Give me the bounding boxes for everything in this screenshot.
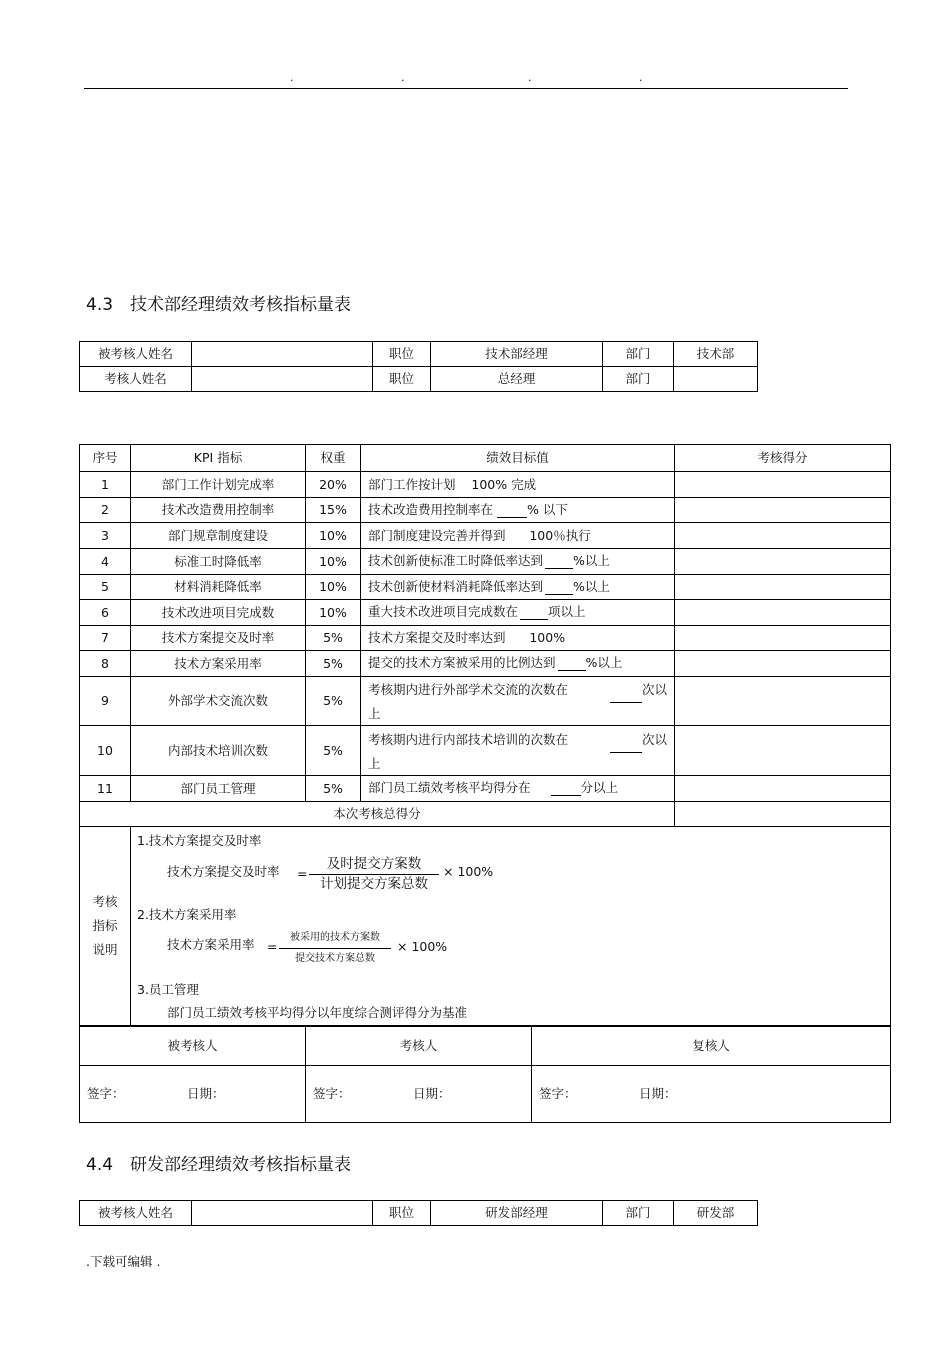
kpi-target	[361, 575, 675, 600]
formula2-equals: =	[267, 939, 278, 954]
col-header-target: 绩效目标值	[361, 445, 675, 472]
target-text: 部门制度建设完善并得到 100％执行	[368, 527, 591, 543]
kpi-weight: 15%	[306, 498, 361, 523]
kpi-weight: 5%	[306, 776, 361, 802]
kpi-score-cell[interactable]	[675, 498, 891, 523]
reviewer-header: 复核人	[532, 1027, 891, 1066]
kpi-name: 技术改造费用控制率	[131, 498, 306, 523]
target-suffix: %以上	[573, 578, 610, 594]
kpi-seq: 4	[80, 549, 131, 575]
kpi-weight: 10%	[306, 549, 361, 575]
target-suffix: %以上	[573, 553, 610, 568]
explain-label-line: 考核	[92, 894, 118, 909]
explain-label-line: 说明	[92, 942, 118, 957]
formula2-numerator: 被采用的技术方案数	[279, 931, 391, 949]
kpi-name: 外部学术交流次数	[131, 677, 306, 726]
info-name-value[interactable]	[192, 1201, 373, 1226]
info-dept-label: 部门	[603, 1201, 674, 1226]
explain-label-line: 指标	[92, 918, 118, 933]
kpi-seq: 11	[80, 776, 131, 802]
kpi-score-cell[interactable]	[675, 472, 891, 498]
explain-row	[80, 827, 891, 1026]
kpi-target	[361, 549, 675, 575]
kpi-name: 部门工作计划完成率	[131, 472, 306, 498]
kpi-row	[80, 498, 891, 523]
total-score-cell[interactable]	[675, 802, 891, 827]
evaluee-header: 被考核人	[80, 1027, 306, 1066]
target-text: 考核期内进行内部技术培训的次数在	[368, 731, 569, 747]
sign-label: 签字：	[539, 1086, 577, 1101]
target-text: 考核期内进行外部学术交流的次数在	[368, 682, 569, 697]
header-dot: .	[639, 71, 643, 84]
info-dept-value: 研发部	[674, 1201, 758, 1226]
kpi-row	[80, 626, 891, 651]
formula2-denominator: 提交技术方案总数	[295, 953, 375, 964]
explain-item2-title: 2.技术方案采用率	[137, 907, 237, 922]
section-number: 4.3	[86, 295, 114, 315]
kpi-weight: 5%	[306, 677, 361, 726]
kpi-row	[80, 600, 891, 626]
explain-item3-title: 3.员工管理	[137, 982, 199, 997]
evaluee-signature-cell[interactable]	[80, 1066, 306, 1123]
col-header-weight: 权重	[306, 445, 361, 472]
target-text: 部门工作按计划 100% 完成	[368, 476, 537, 492]
fill-blank[interactable]	[545, 580, 573, 595]
target-text-line2: 上	[368, 706, 381, 721]
section-title	[86, 294, 351, 316]
target-text: 技术创新使材料消耗降低率达到	[368, 578, 544, 594]
sign-label: 签字：	[87, 1086, 125, 1101]
kpi-target	[361, 472, 675, 498]
kpi-weight: 5%	[306, 626, 361, 651]
kpi-score-cell[interactable]	[675, 523, 891, 549]
info-position-label: 职位	[373, 367, 431, 392]
info-dept-label: 部门	[603, 342, 674, 367]
info-position-value: 技术部经理	[431, 342, 603, 367]
info-position-value: 总经理	[431, 367, 603, 392]
kpi-name: 部门规章制度建设	[131, 523, 306, 549]
header-dot: .	[290, 71, 294, 84]
kpi-weight: 10%	[306, 575, 361, 600]
header-rule	[84, 88, 848, 89]
info-position-label: 职位	[373, 342, 431, 367]
kpi-target	[361, 523, 675, 549]
section-title	[86, 1154, 351, 1176]
fill-blank[interactable]	[497, 503, 527, 518]
signature-table	[79, 1026, 891, 1123]
kpi-seq: 3	[80, 523, 131, 549]
kpi-target	[361, 776, 675, 802]
explain-item3-text: 部门员工绩效考核平均得分以年度综合测评得分为基准	[167, 1005, 468, 1020]
evaluee-info-table	[79, 341, 758, 392]
target-suffix: 项以上	[548, 604, 586, 619]
target-suffix: %以上	[585, 655, 623, 670]
formula1-numerator: 及时提交方案数	[309, 855, 439, 875]
kpi-table	[79, 444, 891, 1026]
target-suffix: % 以下	[527, 501, 568, 517]
total-row	[80, 802, 891, 827]
kpi-name: 标准工时降低率	[131, 549, 306, 575]
reviewer-signature-cell[interactable]	[532, 1066, 891, 1123]
kpi-score-cell[interactable]	[675, 726, 891, 776]
info-position-value: 研发部经理	[431, 1201, 603, 1226]
info-label: 被考核人姓名	[80, 342, 192, 367]
info-dept-value[interactable]	[674, 367, 758, 392]
section-heading: 技术部经理绩效考核指标量表	[130, 295, 351, 315]
date-label: 日期：	[639, 1086, 677, 1101]
signature-header-row	[80, 1027, 891, 1066]
info-row	[80, 1201, 758, 1226]
header-dot: .	[528, 71, 532, 84]
explain-content	[131, 827, 891, 1026]
formula1-equals: =	[297, 866, 308, 881]
kpi-name: 部门员工管理	[131, 776, 306, 802]
kpi-name: 材料消耗降低率	[131, 575, 306, 600]
fill-blank[interactable]	[545, 554, 573, 569]
kpi-row	[80, 549, 891, 575]
target-suffix: 分以上	[580, 780, 619, 795]
explain-label	[80, 827, 131, 1026]
formula2-lhs: 技术方案采用率	[167, 937, 255, 952]
kpi-seq: 10	[80, 726, 131, 776]
info-label: 考核人姓名	[80, 367, 192, 392]
formula2-fraction	[279, 931, 391, 966]
info-name-value[interactable]	[192, 367, 373, 392]
target-text: 部门员工绩效考核平均得分在	[368, 780, 531, 795]
target-text: 重大技术改进项目完成数在	[368, 604, 519, 619]
kpi-target	[361, 726, 675, 776]
kpi-seq: 5	[80, 575, 131, 600]
fill-blank[interactable]	[520, 605, 548, 620]
evaluee-info-table	[79, 1200, 758, 1226]
fill-blank[interactable]	[610, 677, 642, 703]
kpi-score-cell[interactable]	[675, 575, 891, 600]
formula1-multiplier: × 100%	[443, 864, 494, 879]
signature-row	[80, 1066, 891, 1123]
info-dept-value: 技术部	[674, 342, 758, 367]
explain-item1-title: 1.技术方案提交及时率	[137, 833, 262, 848]
info-label: 被考核人姓名	[80, 1201, 192, 1226]
kpi-weight: 20%	[306, 472, 361, 498]
info-row	[80, 367, 758, 392]
target-text: 提交的技术方案被采用的比例达到	[368, 655, 556, 670]
info-name-value[interactable]	[192, 342, 373, 367]
target-text-line2: 上	[368, 755, 381, 771]
kpi-score-cell[interactable]	[675, 549, 891, 575]
section-heading: 研发部经理绩效考核指标量表	[130, 1155, 351, 1175]
kpi-target	[361, 677, 675, 726]
kpi-row	[80, 677, 891, 726]
kpi-name: 技术改进项目完成数	[131, 600, 306, 626]
total-label: 本次考核总得分	[80, 802, 675, 827]
kpi-score-cell[interactable]	[675, 600, 891, 626]
kpi-seq: 2	[80, 498, 131, 523]
kpi-row	[80, 726, 891, 776]
kpi-weight: 10%	[306, 600, 361, 626]
kpi-score-cell[interactable]	[675, 651, 891, 677]
kpi-row	[80, 523, 891, 549]
kpi-seq: 6	[80, 600, 131, 626]
info-dept-label: 部门	[603, 367, 674, 392]
kpi-row	[80, 472, 891, 498]
kpi-score-cell[interactable]	[675, 626, 891, 651]
formula1-fraction	[309, 855, 439, 894]
kpi-target	[361, 626, 675, 651]
kpi-seq: 8	[80, 651, 131, 677]
info-row	[80, 342, 758, 367]
kpi-header-row	[80, 445, 891, 472]
kpi-weight: 5%	[306, 726, 361, 776]
kpi-seq: 1	[80, 472, 131, 498]
fill-blank[interactable]	[551, 781, 581, 796]
col-header-kpi: KPI 指标	[131, 445, 306, 472]
target-text: 技术创新使标准工时降低率达到	[368, 553, 544, 568]
kpi-score-cell[interactable]	[675, 677, 891, 726]
kpi-score-cell[interactable]	[675, 776, 891, 802]
kpi-row	[80, 651, 891, 677]
col-header-seq: 序号	[80, 445, 131, 472]
header-dot: .	[401, 71, 405, 84]
fill-blank[interactable]	[610, 727, 642, 753]
kpi-target	[361, 600, 675, 626]
formula1-lhs: 技术方案提交及时率	[167, 864, 280, 879]
kpi-row	[80, 575, 891, 600]
section-number: 4.4	[86, 1155, 114, 1175]
kpi-weight: 10%	[306, 523, 361, 549]
kpi-seq: 7	[80, 626, 131, 651]
kpi-name: 内部技术培训次数	[131, 726, 306, 776]
fill-blank[interactable]	[558, 656, 586, 671]
date-label: 日期：	[187, 1086, 225, 1101]
date-label: 日期：	[413, 1086, 451, 1101]
formula2-multiplier: × 100%	[397, 939, 448, 954]
target-text: 技术方案提交及时率达到 100%	[368, 630, 566, 645]
footer-note: .下载可编辑 .	[86, 1254, 161, 1269]
kpi-seq: 9	[80, 677, 131, 726]
evaluator-header: 考核人	[306, 1027, 532, 1066]
sign-label: 签字：	[313, 1086, 351, 1101]
kpi-row	[80, 776, 891, 802]
formula1-denominator: 计划提交方案总数	[320, 876, 428, 892]
kpi-target	[361, 651, 675, 677]
kpi-weight: 5%	[306, 651, 361, 677]
kpi-target	[361, 498, 675, 523]
col-header-score: 考核得分	[675, 445, 891, 472]
kpi-name: 技术方案提交及时率	[131, 626, 306, 651]
target-suffix: 次以	[642, 731, 668, 747]
evaluator-signature-cell[interactable]	[306, 1066, 532, 1123]
target-suffix: 次以	[642, 682, 668, 697]
target-text: 技术改造费用控制率在	[368, 501, 494, 517]
kpi-name: 技术方案采用率	[131, 651, 306, 677]
info-position-label: 职位	[373, 1201, 431, 1226]
